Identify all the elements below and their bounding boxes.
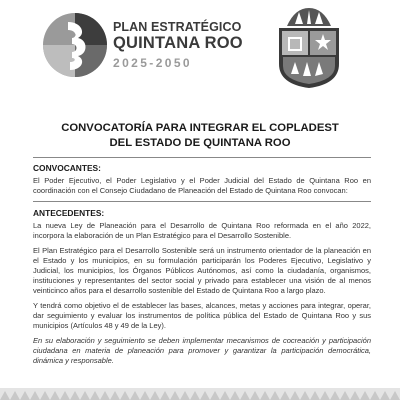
page-title [0, 121, 400, 151]
section-heading-convocantes: CONVOCANTES: [33, 163, 101, 173]
section-heading-antecedentes: ANTECEDENTES: [33, 208, 105, 218]
antecedentes-paragraph-3: Y tendrá como objetivo el de establecer las bases, alcances, metas y acciones para integrar, operar, dar seguimiento y evaluar los instrumentos de política pública del Estado de Quintana Roo y sus municipios (Artículos 48 y 49 de la Ley). [33, 301, 371, 330]
brand-title: PLAN ESTRATÉGICO [113, 20, 242, 34]
antecedentes-paragraph-1: La nueva Ley de Planeación para el Desarrollo de Quintana Roo reformada en el año 2022, incorpora la elaboración de un Plan Estratégico para el Desarrollo Sostenible. [33, 221, 371, 240]
divider [33, 201, 371, 202]
antecedentes-paragraph-4: En su elaboración y seguimiento se deben implementar mecanismos de cocreación y participación ciudadana en materia de planeación para promover y garantizar la participación democrática, dinámica y responsable. [33, 336, 371, 365]
brand-subtitle: QUINTANA ROO [113, 34, 243, 52]
plan-estrategico-logo-icon [42, 12, 108, 78]
document-body [33, 157, 371, 371]
convocantes-paragraph: El Poder Ejecutivo, el Poder Legislativo y el Poder Judicial del Estado de Quintana Roo en coordinación con el Consejo Ciudadano de Planeación del Estado de Quintana Roo convocan: [33, 176, 371, 195]
document-header [0, 0, 400, 100]
divider [33, 157, 371, 158]
brand-block [113, 20, 243, 71]
title-line-1: CONVOCATORÍA PARA INTEGRAR EL COPLADEST [61, 122, 339, 134]
state-coat-of-arms-icon [275, 4, 343, 90]
decorative-pattern-band [0, 388, 400, 400]
antecedentes-paragraph-2: El Plan Estratégico para el Desarrollo Sostenible será un instrumento orientador de la planeación en el Estado y los municipios, en su formulación participarán los Poderes Ejecutivo, Legislativo y Judicial, los municipios, los Órganos Públicos Autónomos, así como la ciudadanía, organismos, instituciones y representantes del sector social y privado para establecer una visión de al menos veinticinco años para el desarrollo sostenible del Estado de Quintana Roo a largo plazo. [33, 246, 371, 295]
brand-years: 2025-2050 [113, 56, 192, 70]
title-line-2: DEL ESTADO DE QUINTANA ROO [109, 137, 291, 149]
